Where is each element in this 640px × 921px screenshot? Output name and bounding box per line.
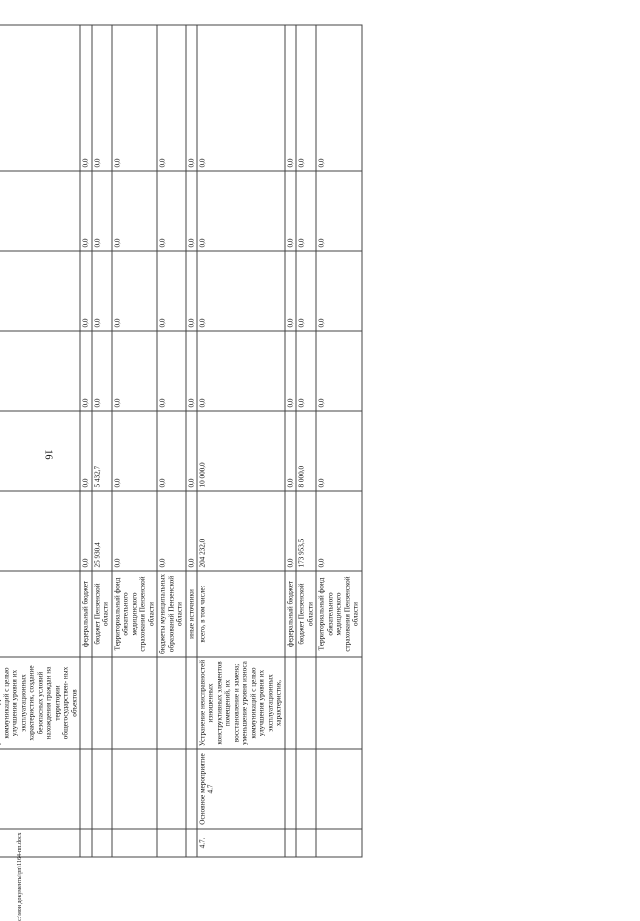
table-cell-c8: [0, 251, 80, 331]
table-cell-c4: Территориальный фонд обязательного медицинского страхования Пензенской области: [112, 571, 157, 657]
table-cell-c3: [186, 657, 197, 749]
footer-file-path: c:\мои документы\рп\1164-пп.docx: [17, 832, 23, 921]
table-cell-c5: 0,0: [80, 491, 91, 571]
table-cell-c10: 0,0: [92, 25, 112, 171]
table-row: [316, 25, 361, 857]
page-number: 16: [42, 449, 54, 460]
table-cell-c2: [80, 749, 91, 829]
table-cell-c5: 0,0: [112, 491, 157, 571]
table-cell-c9: [0, 171, 80, 251]
table-cell-c6: 0,0: [80, 411, 91, 491]
table-row: [157, 25, 185, 857]
table-cell-c3: [157, 657, 185, 749]
table-cell-c6: 10 000,0: [197, 411, 285, 491]
table-cell-c4: всего, в том числе:: [197, 571, 285, 657]
table-cell-c4: бюджет Пензенской области: [296, 571, 316, 657]
table-cell-c7: 0,0: [186, 331, 197, 411]
table-cell-c7: 0,0: [112, 331, 157, 411]
table-cell-c5: 25 930,4: [92, 491, 112, 571]
table-cell-c4: [0, 571, 80, 657]
table-cell-c5: [0, 491, 80, 571]
table-cell-c5: 0,0: [186, 491, 197, 571]
table-cell-c7: 0,0: [157, 331, 185, 411]
table-cell-c1: [186, 829, 197, 857]
table-cell-c7: 0,0: [197, 331, 285, 411]
table-cell-c9: 0,0: [285, 171, 296, 251]
table-cell-c10: 0,0: [186, 25, 197, 171]
table-cell-c7: 0,0: [316, 331, 361, 411]
table-cell-c1: [80, 829, 91, 857]
table-cell-c9: 0,0: [80, 171, 91, 251]
table-cell-c10: [0, 25, 80, 171]
table-cell-c3: [80, 657, 91, 749]
table-cell-c10: 0,0: [80, 25, 91, 171]
table-cell-c4: бюджет Пензенской области: [92, 571, 112, 657]
table-cell-c7: 0,0: [285, 331, 296, 411]
table-cell-c9: 0,0: [186, 171, 197, 251]
table-cell-c3: Устранение неисправностей изношенных конструктивных элементов помещений, их восстановление и замена; уменьшение уровня износа коммуникаций с целью улучшения уровня их эксплуатационных характеристик,: [197, 657, 285, 749]
table-cell-c6: [0, 411, 80, 491]
table-cell-c2: [186, 749, 197, 829]
table-row: [112, 25, 157, 857]
table-cell-c4: Территориальный фонд обязательного медицинского страхования Пензенской области: [316, 571, 361, 657]
table-cell-c5: 0,0: [316, 491, 361, 571]
table-cell-c2: [0, 749, 80, 829]
table-cell-c4: федеральный бюджет: [285, 571, 296, 657]
table-cell-c5: 204 232,0: [197, 491, 285, 571]
table-cell-c8: 0,0: [157, 251, 185, 331]
table-cell-c6: 0,0: [112, 411, 157, 491]
table-cell-c6: 0,0: [316, 411, 361, 491]
table-cell-c6: 0,0: [285, 411, 296, 491]
table-cell-c2: [157, 749, 185, 829]
table-row: [186, 25, 197, 857]
table-cell-c7: [0, 331, 80, 411]
table-cell-c2: [92, 749, 112, 829]
table-cell-c6: 0,0: [157, 411, 185, 491]
rotated-page: [0, 46, 383, 858]
table-cell-c3: [112, 657, 157, 749]
table-cell-c1: [285, 829, 296, 857]
table-cell-c2: [316, 749, 361, 829]
table-cell-c8: 0,0: [186, 251, 197, 331]
table-cell-c10: 0,0: [316, 25, 361, 171]
table-cell-c7: 0,0: [80, 331, 91, 411]
table-cell-c1: [157, 829, 185, 857]
table-cell-c1: [92, 829, 112, 857]
table-cell-c8: 0,0: [80, 251, 91, 331]
table-cell-c3: [285, 657, 296, 749]
table-cell-c8: 0,0: [296, 251, 316, 331]
table-cell-c8: 0,0: [92, 251, 112, 331]
table-row: [197, 25, 285, 857]
table-cell-c3: [296, 657, 316, 749]
table-cell-c8: 0,0: [285, 251, 296, 331]
table-cell-c2: [285, 749, 296, 829]
table-cell-c1: [296, 829, 316, 857]
table-cell-c7: 0,0: [296, 331, 316, 411]
table-cell-c4: бюджеты муниципальных образований Пензенской области: [157, 571, 185, 657]
table-cell-c1: [0, 829, 80, 857]
table-cell-c6: 5 432,7: [92, 411, 112, 491]
budget-table: [0, 25, 362, 858]
table-cell-c4: федеральный бюджет: [80, 571, 91, 657]
table-cell-c10: 0,0: [285, 25, 296, 171]
table-cell-c10: 0,0: [112, 25, 157, 171]
table-cell-c1: [316, 829, 361, 857]
table-cell-c9: 0,0: [197, 171, 285, 251]
table-cell-c8: 0,0: [316, 251, 361, 331]
table-row: [92, 25, 112, 857]
table-cell-c1: [112, 829, 157, 857]
table-cell-c9: 0,0: [112, 171, 157, 251]
table-cell-c2: [296, 749, 316, 829]
table-row: [80, 25, 91, 857]
table-cell-c1: 4.7.: [197, 829, 285, 857]
table-cell-c8: 0,0: [197, 251, 285, 331]
table-cell-c8: 0,0: [112, 251, 157, 331]
table-cell-c9: 0,0: [92, 171, 112, 251]
table-cell-c4: иные источники: [186, 571, 197, 657]
table-cell-c6: 8 000,0: [296, 411, 316, 491]
table-row: [296, 25, 316, 857]
table-row: [285, 25, 296, 857]
table-cell-c5: 173 953,5: [296, 491, 316, 571]
table-cell-c2: Основное мероприятие 4.7: [197, 749, 285, 829]
table-cell-c10: 0,0: [197, 25, 285, 171]
table-cell-c3: коммуникаций с целью улучшения уровня их эксплуатационных характеристик, создание безопасных условий нахождения граждан на территории общегосударствен- ных объектов: [0, 657, 80, 749]
table-cell-c3: [92, 657, 112, 749]
table-cell-c10: 0,0: [296, 25, 316, 171]
table-cell-c9: 0,0: [316, 171, 361, 251]
table-cell-c7: 0,0: [92, 331, 112, 411]
table-cell-c5: 0,0: [285, 491, 296, 571]
table-cell-c2: [112, 749, 157, 829]
table-cell-c6: 0,0: [186, 411, 197, 491]
table-cell-c9: 0,0: [296, 171, 316, 251]
table-cell-c10: 0,0: [157, 25, 185, 171]
table-cell-c3: [316, 657, 361, 749]
table-cell-c5: 0,0: [157, 491, 185, 571]
table-row: [0, 25, 80, 857]
table-cell-c9: 0,0: [157, 171, 185, 251]
